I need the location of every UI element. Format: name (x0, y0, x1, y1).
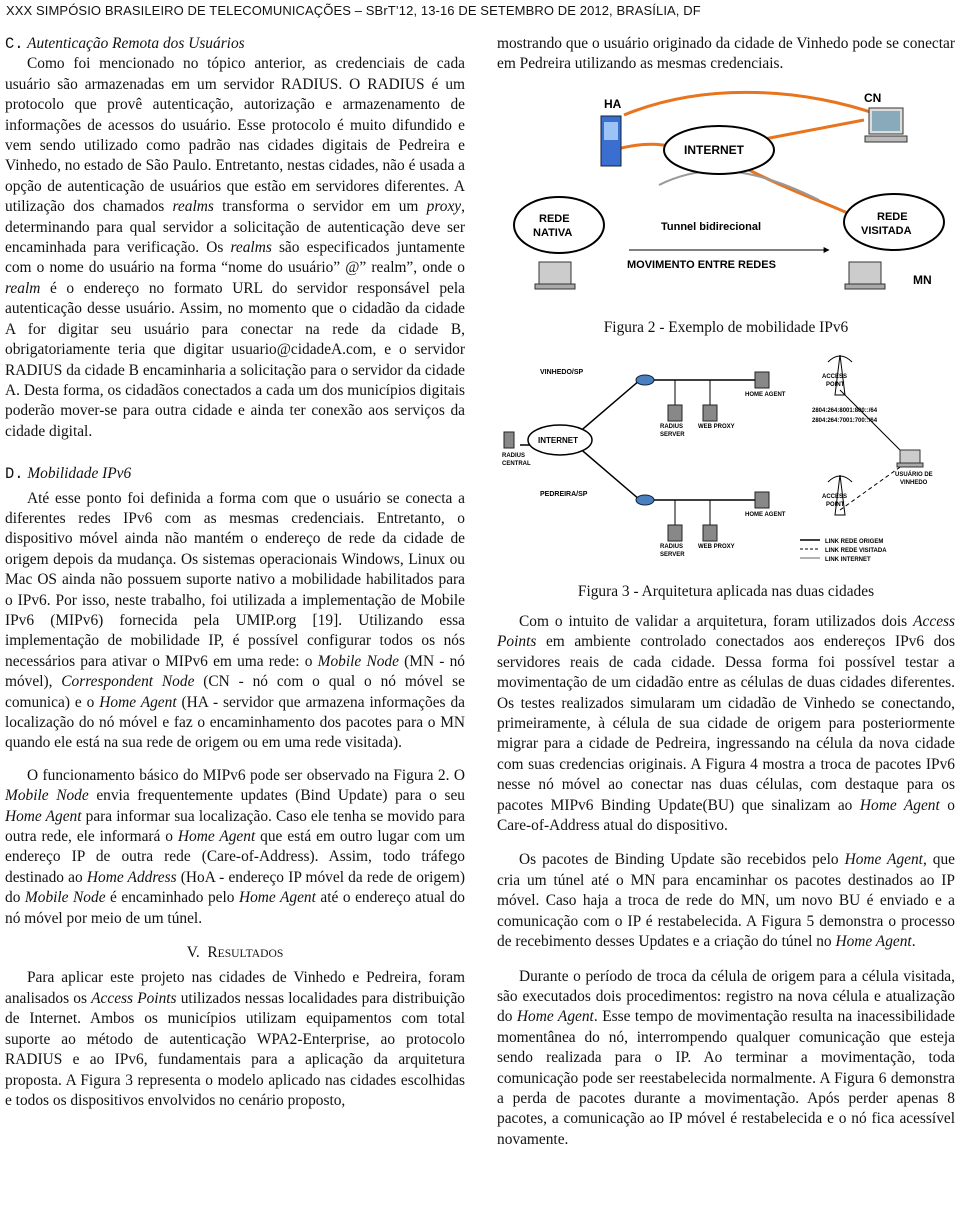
radius-central-server-icon (502, 432, 531, 467)
section-d-paragraph-1: Até esse ponto foi definida a forma com que o usuário se conecta a diferentes redes IPv6 com as mesmas credenciais. Entretanto, o dispositivo móvel ainda não mantém o endereço de rede da cidade de origem depois da mudança. Os sistemas operacionais Windows, Linux ou Mac OS ainda não possuem suporte nativo a mobilidade habilitados para o IPv6. Por isso, neste trabalho, foi utilizada a implementação de Mobile IPv6 (MIPv6) fornecida pela UMIP.org [19]. Utilizando essa implementação de mobilidade IP, é possível configurar todos os nós necessários para ativar o MIPv6 em uma rede: o Mobile Node (MN - nó móvel), Correspondent Node (CN - nó com o qual o nó móvel se comunica) e o Home Agent (HA - servidor que armazena informações da localização do nó móvel e faz o encaminhamento dos pacotes para o MN quando ele está na sua rede de origem ou em uma rede visitada). (5, 489, 466, 752)
svg-text:WEB PROXY: WEB PROXY (698, 424, 735, 430)
home-agent-pedreira-icon (755, 492, 769, 508)
svg-text:POINT: POINT (826, 502, 845, 508)
svg-text:USUÁRIO DE: USUÁRIO DE (895, 472, 933, 478)
rede-visitada-cloud-icon (844, 194, 944, 250)
svg-text:NATIVA: NATIVA (533, 227, 573, 239)
svg-text:INTERNET: INTERNET (538, 436, 578, 445)
ha-server-icon (601, 97, 622, 166)
section-d-title: Mobilidade IPv6 (27, 465, 132, 483)
prefix-vinhedo: 2804:264:8001:800::/64 (812, 408, 878, 414)
svg-text:RADIUS: RADIUS (502, 453, 526, 459)
router-vinhedo-icon (636, 375, 654, 385)
svg-text:SERVER: SERVER (660, 552, 685, 558)
web-proxy-vinhedo-icon (703, 405, 717, 421)
svg-text:HA: HA (604, 97, 622, 111)
tunnel-label: Tunnel bidirecional (661, 221, 762, 233)
section-c-heading (5, 34, 465, 54)
svg-text:ACCESS: ACCESS (822, 374, 848, 380)
svg-text:WEB PROXY: WEB PROXY (698, 544, 735, 550)
home-agent-vinhedo-icon (755, 372, 769, 388)
laptop-right-mn-icon (845, 262, 885, 289)
internet-cloud-icon (664, 126, 774, 174)
laptop-left-icon (535, 262, 575, 289)
right-lower-text (497, 612, 955, 1150)
svg-text:PEDREIRA/SP: PEDREIRA/SP (540, 491, 588, 498)
internet-cloud-icon (528, 425, 592, 455)
movement-label: MOVIMENTO ENTRE REDES (627, 259, 776, 271)
rede-nativa-cloud-icon (514, 197, 604, 253)
access-point-pedreira-icon (822, 475, 852, 515)
svg-text:LINK INTERNET: LINK INTERNET (825, 557, 871, 563)
link-arc-top (624, 91, 882, 115)
user-laptop-icon (895, 450, 933, 486)
svg-text:CENTRAL: CENTRAL (502, 461, 531, 467)
section-c-letter: C. (5, 35, 24, 53)
svg-text:POINT: POINT (826, 382, 845, 388)
router-pedreira-icon (636, 495, 654, 505)
cn-computer-icon (864, 91, 907, 142)
figure-3-diagram (500, 350, 940, 565)
figure-2-diagram (509, 90, 949, 300)
right-paragraph-1: Com o intuito de validar a arquitetura, foram utilizados dois Access Points em ambiente controlado conectados aos endereços IPv6 dos servidores reais de cada cidade. Dessa forma foi possível testar a movimentação de um cidadão entre as células de duas cidades diferentes. Os testes realizados simularam um cidadão de Vinhedo se conectando, primeiramente, à célula de sua cidade de origem para posteriormente migrar para a cidade de Pedreira, ingressando na célula da nova cidade com suas credencias originais. A Figura 4 mostra a troca de pacotes IPv6 nesse nó móvel ao conectar nas duas células, com destaque para os pacotes MIPv6 Binding Update(BU) que sinalizam ao Home Agent o Care-of-Address atual do dispositivo. (497, 613, 955, 835)
access-point-vinhedo-icon (822, 355, 852, 395)
figure-3-caption: Figura 3 - Arquitetura aplicada nas duas cidades (577, 583, 875, 600)
svg-text:LINK REDE VISITADA: LINK REDE VISITADA (825, 548, 887, 554)
svg-text:MN: MN (913, 273, 932, 287)
svg-text:RADIUS: RADIUS (660, 424, 684, 430)
section-d-heading (5, 464, 465, 484)
section-v-heading: V. RESULTADOS (186, 944, 284, 962)
section-d-paragraph-2: O funcionamento básico do MIPv6 pode ser observado na Figura 2. O Mobile Node envia frequentemente updates (Bind Update) para o seu Home Agent para informar sua localização. Caso ele tenha se movido para outra rede, ele informará o Home Agent que está em outro lugar com um endereço IP de outra rede (Care-of-Address). Assim, todo tráfego destinado ao Home Address (HoA - endereço IP móvel da rede de origem) do Mobile Node é encaminhado pelo Home Agent até o endereço atual do nó móvel por meio de um túnel. (5, 766, 465, 927)
web-proxy-pedreira-icon (703, 525, 717, 541)
svg-text:VINHEDO: VINHEDO (900, 480, 928, 486)
right-paragraph-2: Os pacotes de Binding Update são recebidos pelo Home Agent, que cria um túnel até o MN para encaminhar os pacotes destinados ao IP móvel. Caso haja a troca de rede do MN, um novo BU é enviado e a comunicação com o IP é restabelecida. A Figura 5 demonstra o processo de recebimento desses Updates e a criação do túnel no Home Agent. (497, 851, 955, 951)
svg-text:LINK REDE ORIGEM: LINK REDE ORIGEM (825, 539, 884, 545)
radius-server-pedreira-icon (668, 525, 682, 541)
svg-text:HOME AGENT: HOME AGENT (745, 392, 786, 398)
running-header: XXX SIMPÓSIO BRASILEIRO DE TELECOMUNICAÇÕES – SBrT’12, 13-16 DE SETEMBRO DE 2012, BRASÍLIA, DF (6, 3, 701, 18)
svg-text:SERVER: SERVER (660, 432, 685, 438)
svg-text:VINHEDO/SP: VINHEDO/SP (540, 369, 584, 376)
section-v-paragraph: Para aplicar este projeto nas cidades de Vinhedo e Pedreira, foram analisados os Access Points utilizados nessas localidades para distribuição de Internet. Ambos os municípios utilizam equipamentos com total suporte ao método de autenticação WPA2-Enterprise, ao protocolo RADIUS e ao IPv6, fundamentais para a aplicação da arquitetura proposta. A Figura 3 representa o modelo aplicado nas cidades escolhidas e todos os dispositivos envolvidos no cenário proposto, (5, 969, 465, 1109)
radius-server-vinhedo-icon (668, 405, 682, 421)
svg-text:REDE: REDE (539, 213, 570, 225)
left-column (5, 34, 465, 1111)
right-paragraph-3: Durante o período de troca da célula de origem para a célula visitada, são executados dois procedimentos: registro na nova célula e atualização do Home Agent. Esse tempo de movimentação resulta na inacessibilidade momentânea do nó, interrompendo qualquer comunicação que esteja sendo realizada para o IP. Ao terminar a movimentação, toda comunicação pode ser reestabelecida normalmente. A Figura 6 demonstra a perda de pacotes durante a movimentação. Após perder apenas 8 pacotes, a comunicação ao IP móvel é restabelecida e o nó fica acessível novamente. (497, 967, 955, 1148)
right-top-paragraph: mostrando que o usuário originado da cidade de Vinhedo pode se conectar em Pedreira utilizando as mesmas credenciais. (497, 35, 955, 73)
svg-text:VISITADA: VISITADA (861, 225, 912, 237)
right-column (497, 34, 955, 75)
svg-text:REDE: REDE (877, 211, 908, 223)
svg-text:HOME AGENT: HOME AGENT (745, 512, 786, 518)
prefix-pedreira: 2804:264:7001:700::/64 (812, 418, 878, 424)
svg-text:RADIUS: RADIUS (660, 544, 684, 550)
figure-2-caption: Figura 2 - Exemplo de mobilidade IPv6 (603, 319, 849, 336)
section-c-paragraph: Como foi mencionado no tópico anterior, as credenciais de cada usuário são armazenadas em um servidor RADIUS. O RADIUS é um protocolo que provê autenticação, autorização e armazenamento de informações de acessos do usuário. Esse protocolo é muito difundido e vem sendo utilizado como padrão nas cidades digitais de Pedreira e Vinhedo, no estado de São Paulo. Entretanto, nestas cidades, não é usada a opção de autenticação de usuários que estão em servidores diferentes. A utilização dos chamados realms transforma o servidor em um proxy, determinando para qual servidor a solicitação de autenticação deve ser encaminhada para verificação. Os realms são especificados juntamente com o nome do usuário na forma “nome do usuário” @” realm”, onde o realm é o endereço no formato URL do servidor responsável pela autenticação desse usuário. Assim, no momento que o cidadão da cidade A for digitar seu usuário para conectar na rede da cidade B, obrigatoriamente teria que digitar usuario@cidadeA.com, e o servidor RADIUS da cidade B encaminharia a solicitação para o servidor da cidade A. Desta forma, os cidadãos conectados a cada um dos municípios digitais poderão mover-se para outra cidade e ainda ter conexão aos serviços da cidade digital. (5, 55, 465, 440)
section-d-letter: D. (5, 465, 24, 484)
svg-text:INTERNET: INTERNET (684, 143, 744, 157)
section-c-title: Autenticação Remota dos Usuários (27, 35, 245, 52)
svg-text:CN: CN (864, 91, 882, 105)
svg-text:ACCESS: ACCESS (822, 494, 848, 500)
figure-3-legend (800, 539, 887, 563)
